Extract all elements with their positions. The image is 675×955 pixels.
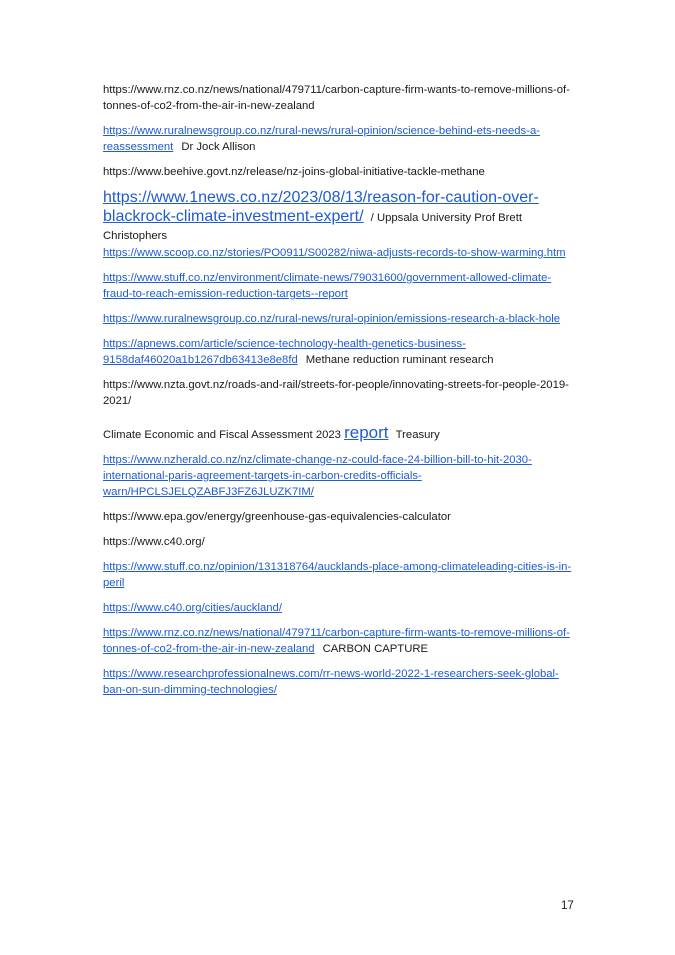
reference-item [103,164,573,180]
reference-note: Methane reduction ruminant research [305,354,494,366]
report-link[interactable]: report [344,423,389,442]
reference-note: / Uppsala University Prof Brett Christophers [103,212,522,242]
reference-link[interactable]: https://www.rnz.co.nz/news/national/479711/carbon-capture-firm-wants-to-remove-millions-of-tonnes-of-co2-from-the-air-in-new-zealand [103,627,570,655]
reference-note: CARBON CAPTURE [322,643,429,655]
reference-item [103,82,573,114]
reference-link[interactable]: https://www.ruralnewsgroup.co.nz/rural-news/rural-opinion/science-behind-ets-needs-a-reassessment [103,125,541,153]
reference-item [103,509,573,525]
reference-link[interactable]: https://www.nzherald.co.nz/nz/climate-change-nz-could-face-24-billion-bill-to-hit-2030-international-paris-agreement-targets-in-carbon-credits-officials-warn/HPCLSJELQZABFJ3FZ6JLUZK7IM/ [103,454,532,498]
reference-link[interactable]: https://www.scoop.co.nz/stories/PO0911/S00282/niwa-adjusts-records-to-show-warming.htm [103,247,566,259]
reference-item [103,123,573,155]
reference-item [103,452,573,500]
reference-link[interactable]: https://www.ruralnewsgroup.co.nz/rural-news/rural-opinion/emissions-research-a-black-hole [103,313,561,325]
reference-url-text: https://www.beehive.govt.nz/release/nz-joins-global-initiative-tackle-methane [103,166,485,178]
page-number: 17 [561,900,574,912]
reference-url-text: https://www.c40.org/ [103,536,205,548]
reference-item [103,377,573,409]
reference-item [103,336,573,368]
reference-item [103,311,573,327]
reference-note: Treasury [395,429,440,441]
reference-link[interactable]: https://www.c40.org/cities/auckland/ [103,602,282,614]
reference-title: Climate Economic and Fiscal Assessment 2023 [103,429,341,441]
reference-link[interactable]: https://www.stuff.co.nz/environment/climate-news/79031600/government-allowed-climate-fraud-to-reach-emission-reduction-targets--report [103,272,552,300]
reference-link[interactable]: https://www.researchprofessionalnews.com/rr-news-world-2022-1-researchers-seek-global-ban-on-sun-dimming-technologies/ [103,668,559,696]
reference-link[interactable]: https://www.stuff.co.nz/opinion/131318764/aucklands-place-among-climateleading-cities-is-in-peril [103,561,572,589]
reference-url-text: https://www.nzta.govt.nz/roads-and-rail/streets-for-people/innovating-streets-for-people-2019-2021/ [103,379,569,407]
reference-item [103,666,573,698]
reference-url-text: https://www.epa.gov/energy/greenhouse-gas-equivalencies-calculator [103,511,451,523]
reference-item [103,600,573,616]
reference-item [103,270,573,302]
reference-item [103,625,573,657]
reference-link[interactable]: https://apnews.com/article/science-technology-health-genetics-business-9158daf46020a1b1267db63413e8e8fd [103,338,466,366]
reference-link[interactable]: https://www.1news.co.nz/2023/08/13/reason-for-caution-over-blackrock-climate-investment-expert/ [103,189,539,225]
reference-list [103,82,573,707]
reference-url-text: https://www.rnz.co.nz/news/national/479711/carbon-capture-firm-wants-to-remove-millions-of-tonnes-of-co2-from-the-air-in-new-zealand [103,84,570,112]
reference-item [103,425,573,443]
reference-item [103,245,573,261]
reference-item [103,534,573,550]
reference-item [103,559,573,591]
reference-item [103,189,573,245]
reference-note: Dr Jock Allison [181,141,256,153]
